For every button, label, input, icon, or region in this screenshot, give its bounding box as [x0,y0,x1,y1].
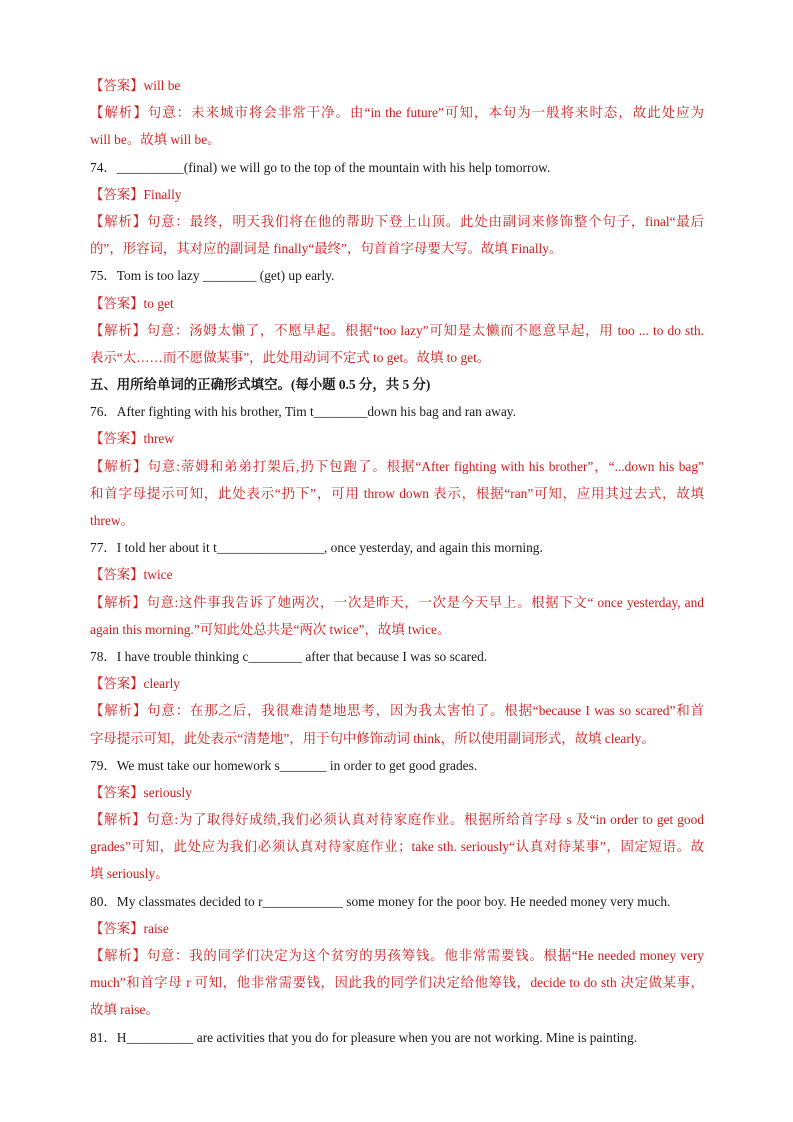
analysis-line-24: 字母提示可知，此处表示“清楚地”，用于句中修饰动词 think，所以使用副词形式，故填 clearly。 [90,730,655,746]
analysis-line-16: threw。 [90,513,134,528]
answer-line-4: 【答案】Finally [90,186,182,202]
analysis-line-27: 【解析】句意:为了取得好成绩,我们必须认真对待家庭作业。根据所给首字母 s 及“in order to get good [90,812,704,828]
question-line-12: 76．After fighting with his brother, Tim t________down his bag and ran away. [90,404,516,420]
analysis-line-9: 【解析】句意：汤姆太懒了，不愿早起。根据“too lazy”可知是太懒而不愿意早起，用 too ... to do sth. [90,322,704,338]
question-line-17: 77．I told her about it t________________, once yesterday, and again this morning. [90,540,543,556]
document-content [90,72,704,1051]
answer-line-22: 【答案】clearly [90,676,180,692]
answer-line-26: 【答案】seriously [90,784,192,800]
analysis-line-34: 故填 raise。 [90,1002,159,1018]
analysis-line-20: again this morning.”可知此处总共是“两次 twice”，故填 twice。 [90,621,451,637]
analysis-line-32: 【解析】句意：我的同学们决定为这个贫穷的男孩筹钱。他非常需要钱。根据“He needed money very [90,948,704,963]
analysis-line-28: grades”可知，此处应为我们必须认真对待家庭作业；take sth. seriously“认真对待某事”，固定短语。故 [90,839,704,855]
question-line-3: 74．__________(final) we will go to the top of the mountain with his help tomorrow. [90,159,551,175]
analysis-line-15: 和首字母提示可知，此处表示“扔下”，可用 throw down 表示，根据“ran”可知，应用其过去式，故填 [90,485,704,501]
question-line-21: 78．I have trouble thinking c________ after that because I was so scared. [90,648,488,664]
question-line-30: 80．My classmates decided to r____________ some money for the poor boy. He needed money very much. [90,893,671,909]
analysis-line-23: 【解析】句意：在那之后，我很难清楚地思考，因为我太害怕了。根据“because I was so scared”和首 [90,703,704,719]
analysis-line-1: 【解析】句意：未来城市将会非常干净。由“in the future”可知，本句为一般将来时态，故此处应为 [90,105,704,121]
answer-line-13: 【答案】threw [90,431,175,447]
analysis-line-5: 【解析】句意：最终，明天我们将在他的帮助下登上山顶。此处由副词来修饰整个句子，final“最后 [90,213,704,229]
answer-line-18: 【答案】twice [90,567,173,583]
question-line-25: 79．We must take our homework s_______ in order to get good grades. [90,757,478,773]
analysis-line-33: much”和首字母 r 可知，他非常需要钱，因此我的同学们决定给他筹钱，decide to do sth 决定做某事， [90,975,704,991]
answer-line-0: 【答案】will be [90,78,181,93]
analysis-line-29: 填 seriously。 [90,866,169,882]
answer-line-8: 【答案】to get [90,295,174,311]
question-line-7: 75．Tom is too lazy ________ (get) up early. [90,268,335,284]
analysis-line-14: 【解析】句意:蒂姆和弟弟打架后,扔下包跑了。根据“After fighting with his brother”，“...down his bag” [90,458,704,474]
analysis-line-6: 的”，形容词，其对应的副词是 finally“最终”，句首首字母要大写。故填 Finally。 [90,241,563,257]
analysis-line-19: 【解析】句意:这件事我告诉了她两次，一次是昨天，一次是今天早上。根据下文“ once yesterday, and [90,594,704,610]
analysis-line-2: will be。故填 will be。 [90,132,221,148]
answer-line-31: 【答案】raise [90,920,169,936]
analysis-line-10: 表示“太……而不愿做某事”，此处用动词不定式 to get。故填 to get。 [90,349,491,365]
question-line-35: 81．H__________ are activities that you do for pleasure when you are not working. Mine is painting. [90,1029,638,1045]
section-heading-11: 五、用所给单词的正确形式填空。(每小题 0.5 分，共 5 分) [90,377,431,393]
